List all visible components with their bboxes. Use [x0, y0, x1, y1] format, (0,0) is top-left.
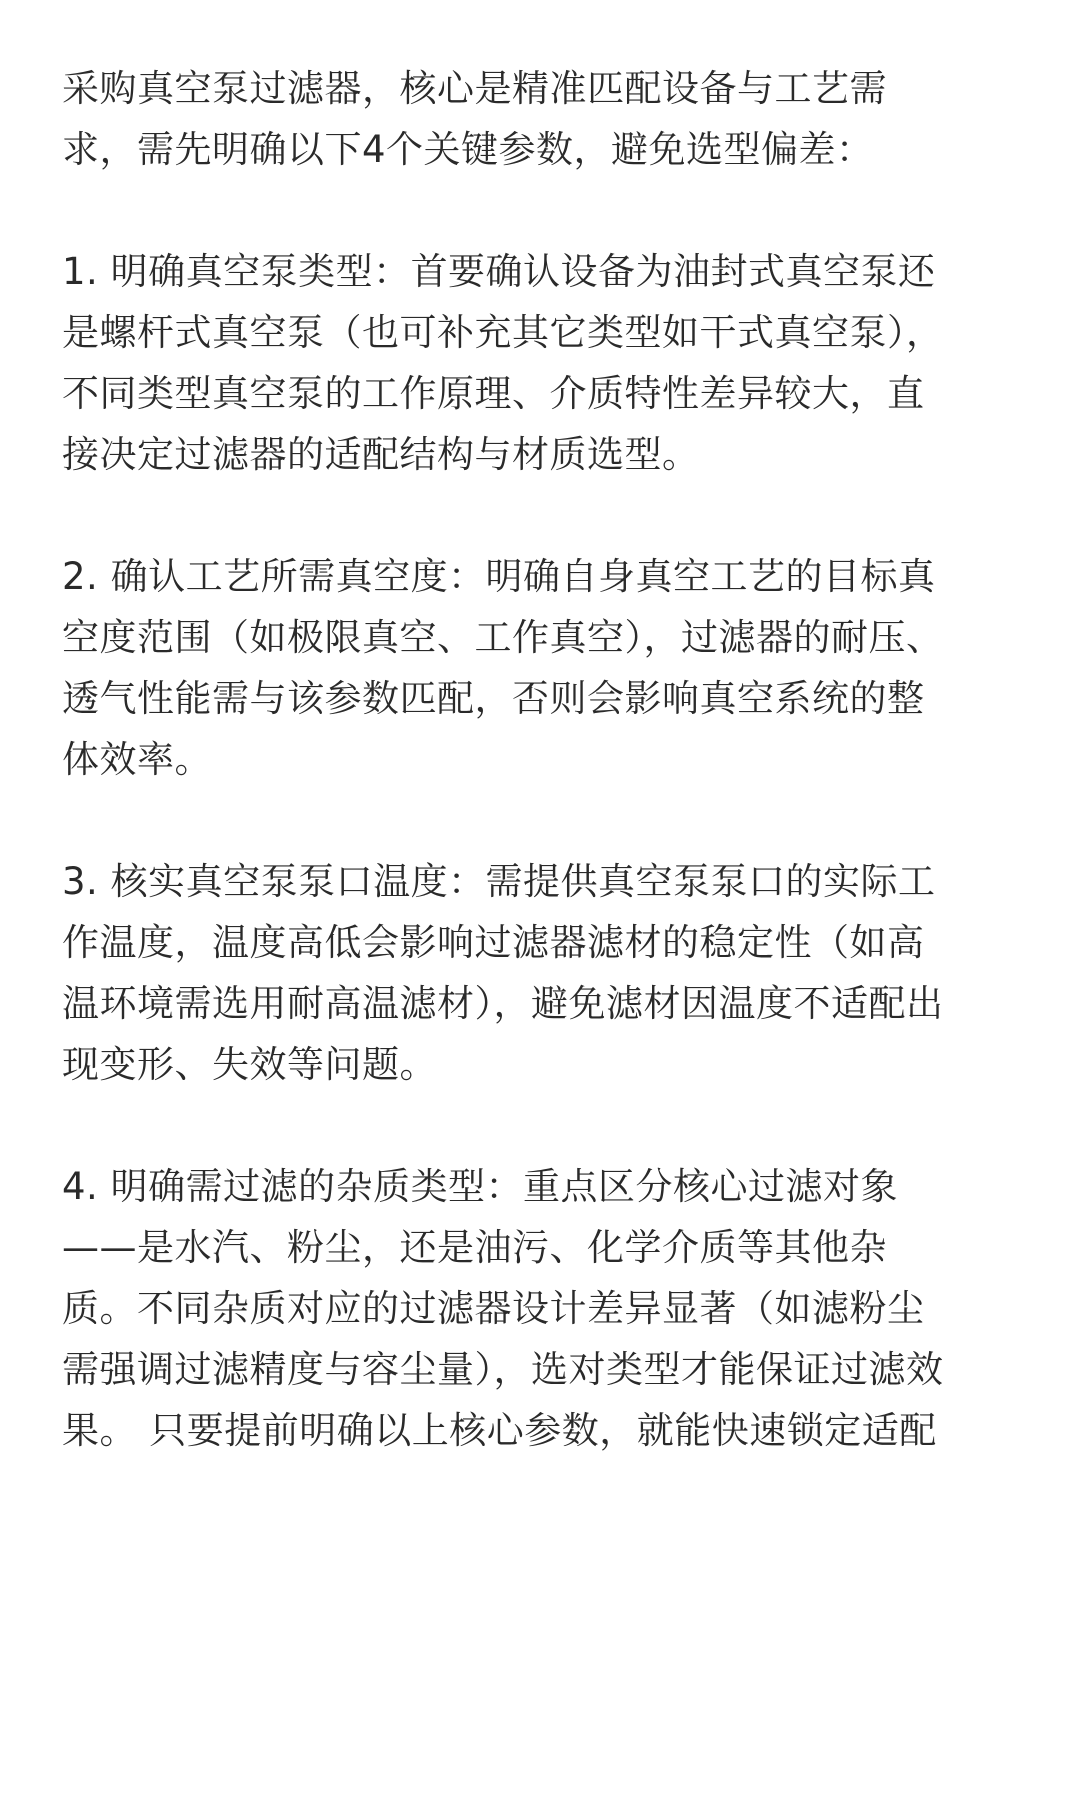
point-vacuum-degree: 2. 确认工艺所需真空度：明确自身真空工艺的目标真 空度范围（如极限真空、工作真空），过滤器的耐压、 透气性能需与该参数匹配，否则会影响真空系统的整 体效率。 [62, 555, 944, 781]
point-pump-port-temperature: 3. 核实真空泵泵口温度：需提供真空泵泵口的实际工 作温度，温度高低会影响过滤器滤材的稳定性（如高 温环境需选用耐高温滤材），避免滤材因温度不适配出 现变形、失效等问题。 [62, 860, 944, 1086]
point-impurity-type: 4. 明确需过滤的杂质类型：重点区分核心过滤对象 ——是水汽、粉尘，还是油污、化学介质等其他杂 质。不同杂质对应的过滤器设计差异显著（如滤粉尘 需强调过滤精度与容尘量），选对类型才能保证过滤效 果。 只要提前明确以上核心参数，就能快速锁定适配 [62, 1165, 944, 1452]
point-vacuum-pump-type: 1. 明确真空泵类型：首要确认设备为油封式真空泵还 是螺杆式真空泵（也可补充其它类型如干式真空泵）， 不同类型真空泵的工作原理、介质特性差异较大，直 接决定过滤器的适配结构与材质选型。 [62, 250, 944, 476]
intro-paragraph: 采购真空泵过滤器，核心是精准匹配设备与工艺需 求，需先明确以下4个关键参数，避免选型偏差： [62, 67, 887, 171]
article-body [62, 58, 1022, 1461]
